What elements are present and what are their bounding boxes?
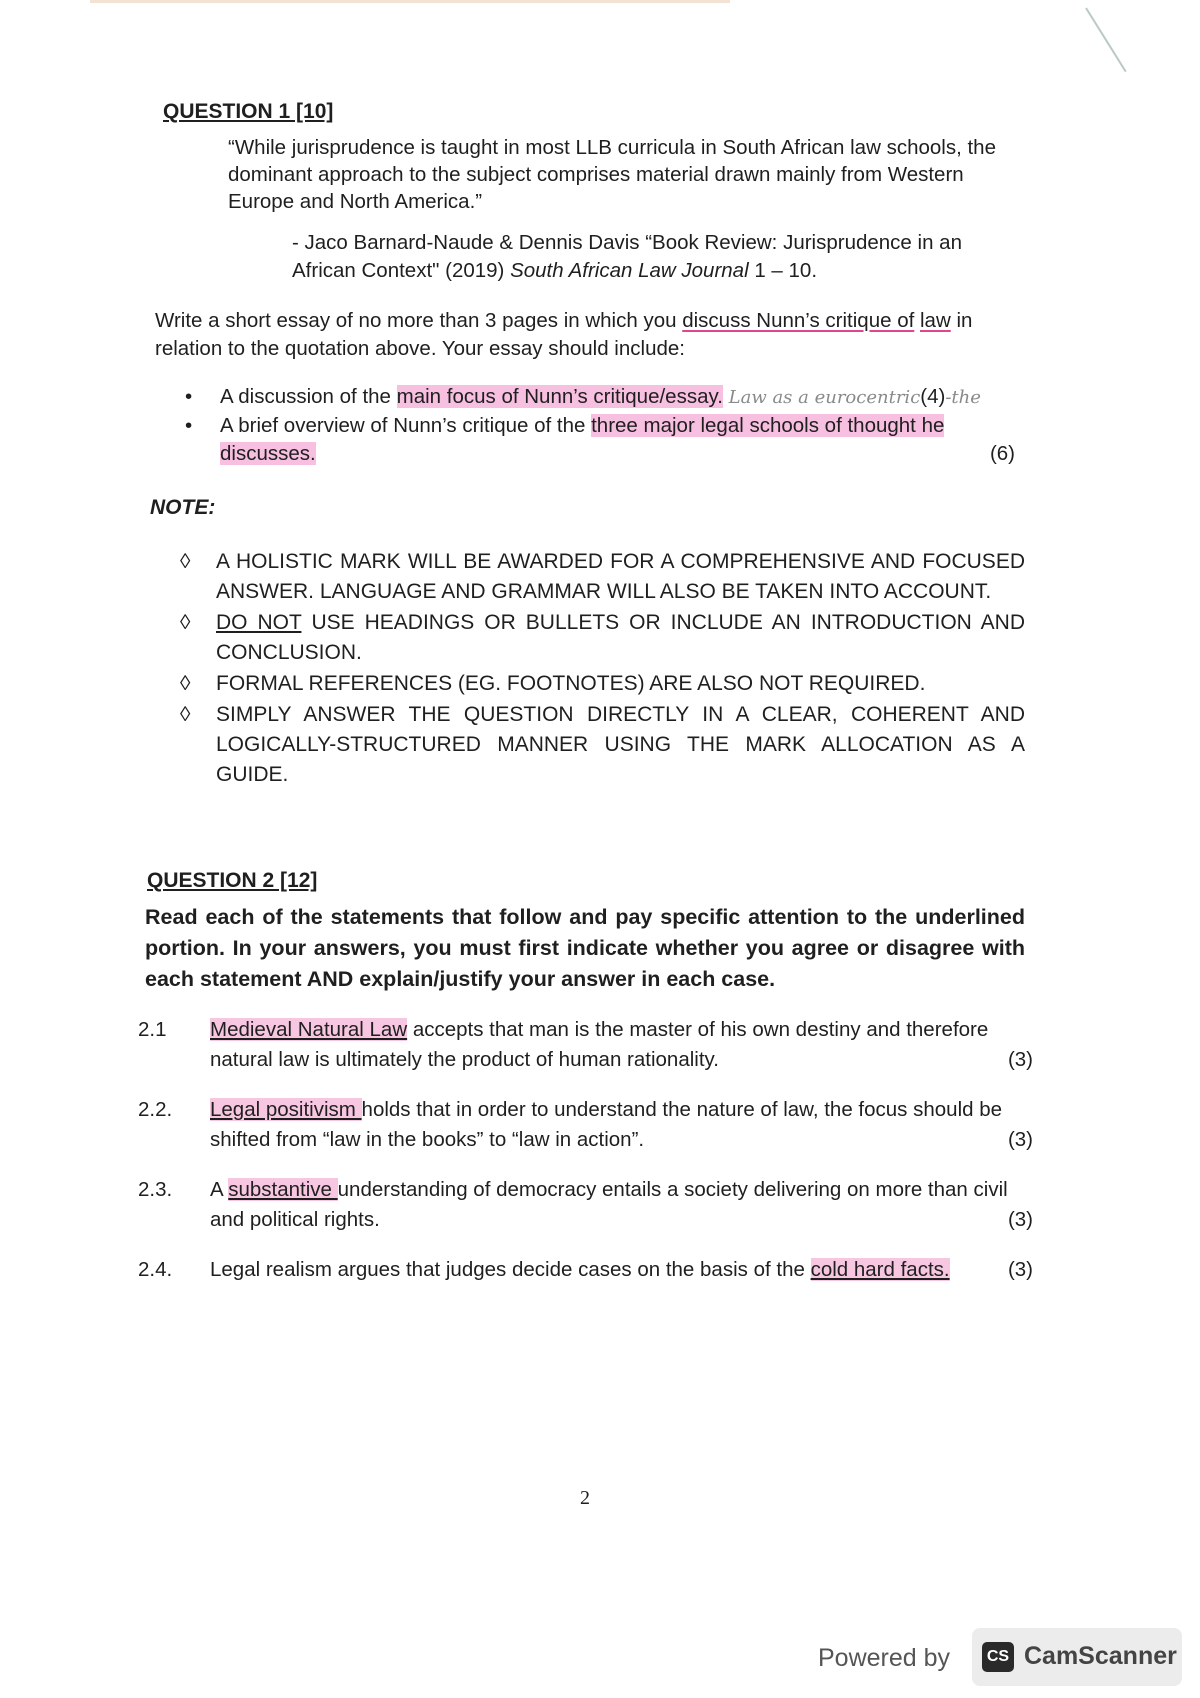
mark-allocation: (3) — [1007, 1128, 1033, 1151]
statement-text — [210, 1175, 1033, 1235]
scan-artifact-mark — [1085, 7, 1126, 72]
note-item — [180, 608, 1025, 668]
powered-by-label: Powered by — [818, 1644, 951, 1672]
statement-prefix: Legal realism argues that judges decide cases on the basis of the — [210, 1258, 811, 1281]
statement-text — [210, 1095, 1033, 1155]
requirement-text: A discussion of the — [220, 385, 397, 408]
quote-text: “While jurisprudence is taught in most LLB curricula in South African law schools, the dominant approach to the subject comprises material drawn mainly from Western Europe and North America.” — [228, 136, 996, 213]
mark-allocation: (3) — [1007, 1208, 1033, 1231]
statement-text — [210, 1255, 1033, 1285]
camscanner-badge — [972, 1628, 1182, 1686]
quote-citation — [292, 229, 1022, 285]
statement-item — [138, 1095, 1033, 1155]
scan-edge-line — [90, 0, 730, 3]
statement-item — [138, 1175, 1033, 1235]
underlined-portion: cold hard facts. — [810, 1258, 950, 1281]
mark-allocation: (4) — [920, 385, 946, 408]
requirement-text: A brief overview of Nunn’s critique of the — [220, 414, 592, 437]
handwritten-note-end: -the — [945, 387, 981, 408]
highlighted-text: main focus of Nunn’s critique/essay. — [396, 385, 723, 408]
page-number: 2 — [580, 1487, 590, 1509]
question-2-heading: QUESTION 2 [12] — [147, 869, 318, 892]
note-list — [180, 547, 1025, 791]
statement-number: 2.4. — [138, 1258, 173, 1281]
statement-rest: holds that in order to understand the nature of law, the focus should be shifted from “law in the books” to “law in action”. — [210, 1098, 1003, 1151]
instruction-text: Write a short essay of no more than 3 pages in which you — [155, 309, 683, 332]
note-item: ◊ FORMAL REFERENCES (EG. FOOTNOTES) ARE ALSO NOT REQUIRED. — [180, 669, 1025, 699]
handwritten-note: Law as a eurocentric — [722, 387, 921, 408]
instruction-text-end: in relation to the quotation above. Your essay should include: — [155, 309, 973, 360]
citation-journal: South African Law Journal — [510, 259, 749, 282]
underlined-portion: Medieval Natural Law — [210, 1018, 408, 1041]
statement-number: 2.2. — [138, 1098, 173, 1121]
note-underlined: DO NOT — [216, 611, 302, 634]
note-text: USE HEADINGS OR BULLETS OR INCLUDE AN INTRODUCTION AND CONCLUSION. — [216, 611, 1025, 664]
statement-item — [138, 1015, 1033, 1075]
instruction-underlined-law: law — [920, 309, 951, 332]
question-1-heading: QUESTION 1 [10] — [163, 100, 334, 123]
statement-prefix: A — [210, 1178, 229, 1201]
statement-item — [138, 1255, 1033, 1285]
statement-number: 2.1 — [138, 1018, 167, 1041]
mark-allocation: (3) — [1007, 1048, 1033, 1071]
essay-instruction — [155, 307, 1025, 363]
underlined-portion: substantive — [228, 1178, 338, 1201]
mark-allocation: (3) — [1007, 1258, 1033, 1281]
question-2-intro: Read each of the statements that follow and pay specific attention to the underlined portion. In your answers, you must first indicate whether you agree or disagree with each statement AND explain/justify your answer in each case. — [145, 905, 1025, 991]
statement-number: 2.3. — [138, 1178, 173, 1201]
requirement-item — [185, 383, 1025, 412]
note-item: ◊ A HOLISTIC MARK WILL BE AWARDED FOR A COMPREHENSIVE AND FOCUSED ANSWER. LANGUAGE AND GRAMMAR WILL ALSO BE TAKEN INTO ACCOUNT. — [180, 547, 1025, 607]
note-label: NOTE: — [150, 496, 216, 519]
requirement-item — [185, 412, 1025, 468]
essay-requirements-list — [185, 383, 1025, 468]
statement-rest: accepts that man is the master of his own destiny and therefore natural law is ultimately the product of human rationality. — [210, 1018, 989, 1071]
citation-authors: - Jaco Barnard-Naude & Dennis Davis “Book Review: Jurisprudence in an African Context" (2019) — [292, 231, 962, 282]
statement-text — [210, 1015, 1033, 1075]
underlined-portion: Legal positivism — [210, 1098, 362, 1121]
statement-rest: understanding of democracy entails a society delivering on more than civil and political rights. — [210, 1178, 1008, 1231]
note-item: ◊ SIMPLY ANSWER THE QUESTION DIRECTLY IN A CLEAR, COHERENT AND LOGICALLY-STRUCTURED MANNER USING THE MARK ALLOCATION AS A GUIDE. — [180, 700, 1025, 790]
camscanner-brand: CamScanner — [1024, 1642, 1177, 1670]
statement-list — [138, 1015, 1033, 1305]
instruction-underlined: discuss Nunn’s critique of — [682, 309, 915, 332]
citation-pages: 1 – 10. — [748, 259, 818, 282]
camscanner-logo-icon: CS — [982, 1642, 1014, 1672]
mark-allocation: (6) — [989, 442, 1015, 465]
highlighted-text: three major legal schools of thought he discusses. — [220, 414, 945, 465]
